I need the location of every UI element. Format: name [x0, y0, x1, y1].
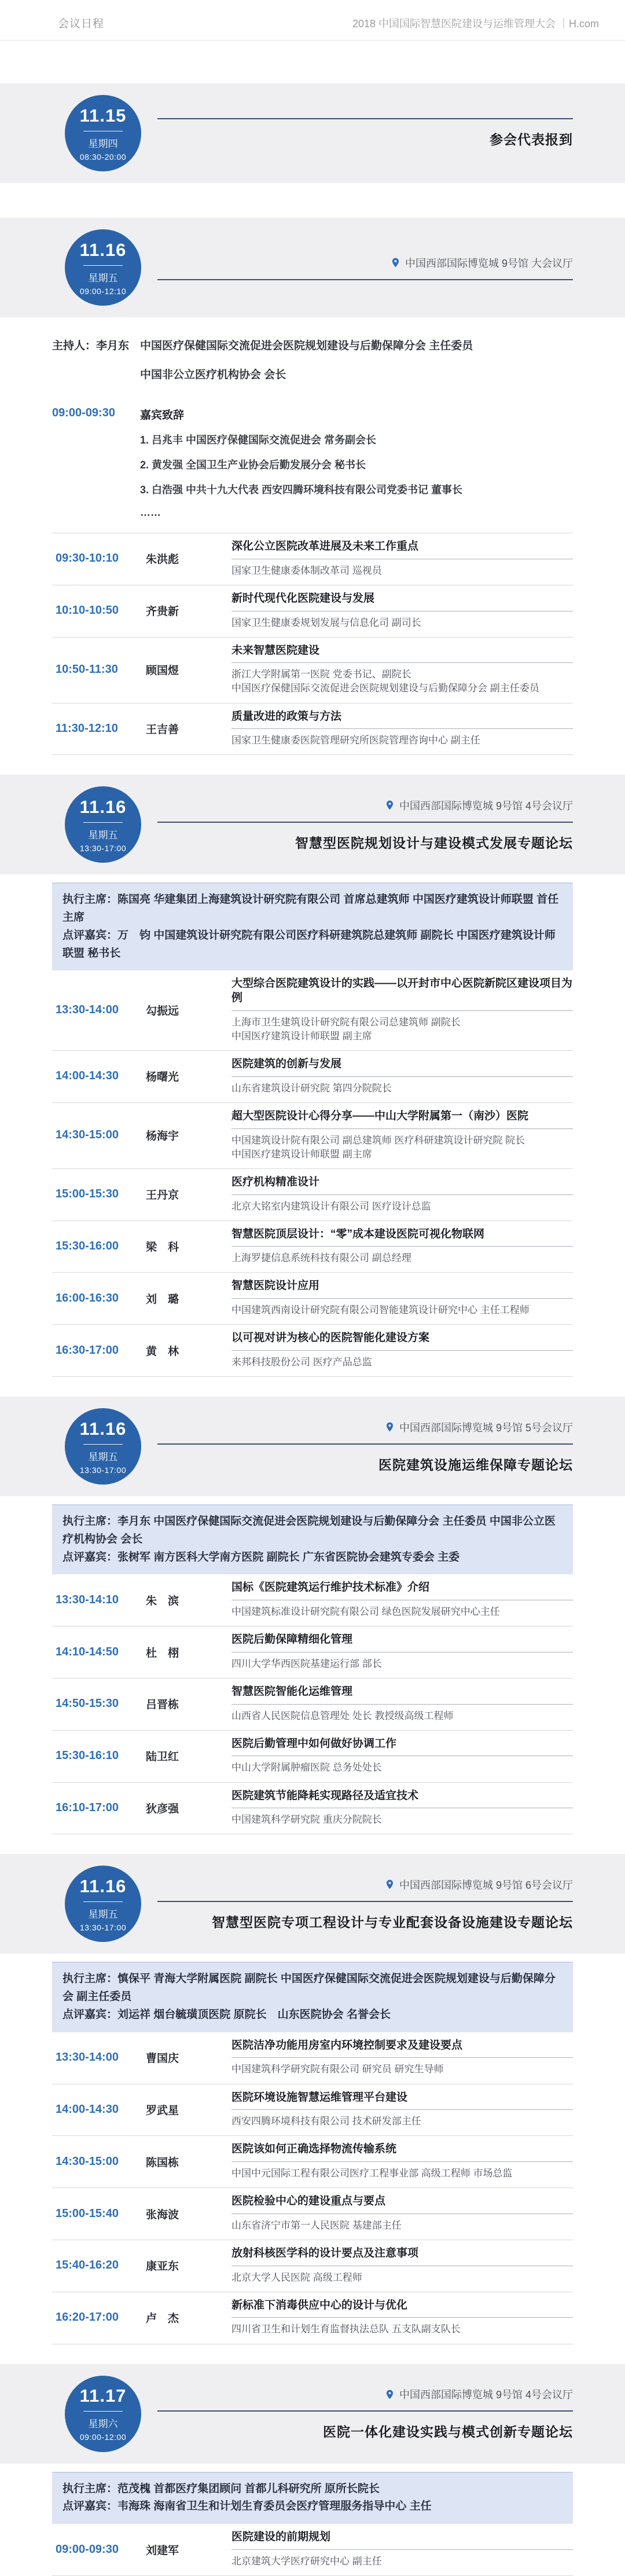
exec-chair-label: 执行主席：: [62, 1515, 118, 1528]
talk-speaker: 陈国栋: [146, 2156, 179, 2169]
opening-time: 09:00-09:30: [52, 406, 115, 419]
review-guest-text: 张树军 南方医科大学南方医院 副院长 广东省医院协会建筑专委会 主委: [117, 1551, 460, 1563]
review-guest-text: 韦海珠 海南省卫生和计划生育委员会医疗管理服务指导中心 主任: [117, 2500, 432, 2513]
talk-title: 超大型医院设计心得分享——中山大学附属第一（南沙）医院: [231, 1109, 529, 1122]
exec-chair-text: 慎保平 青海大学附属医院 副院长 中国医疗保健国际交流促进会医院规划建设与后勤保障分会 副主任委员: [62, 1973, 556, 2003]
time-range-label: 08:30-20:00: [79, 152, 127, 162]
location-pin-icon: [384, 2389, 395, 2400]
talk-time: 14:10-14:50: [56, 1645, 119, 1658]
talk-speaker: 朱 滨: [146, 1595, 179, 1607]
talk-time: 14:50-15:30: [56, 1697, 119, 1710]
exec-chair-line: [62, 1970, 562, 2006]
talk-title: 医院后勤管理中如何做好协调工作: [231, 1737, 397, 1750]
talk-org: 上海罗捷信息系统科技有限公司 副总经理: [231, 1252, 411, 1264]
talk-row: [52, 1221, 573, 1273]
talk-org: 国家卫生健康委体制改革司 巡视员: [231, 565, 382, 576]
talk-speaker: 张海波: [146, 2208, 179, 2221]
exec-chair-line: [62, 891, 562, 927]
talk-title: 未来智慧医院建设: [231, 644, 320, 657]
talk-row: [52, 2084, 573, 2137]
talk-title: 医院环境设施智慧运维管理平台建设: [231, 2091, 408, 2104]
forum-title: 智慧型医院规划设计与建设模式发展专题论坛: [295, 835, 573, 851]
talk-speaker: 吕晋栋: [146, 1699, 179, 1712]
date-label: 11.16: [79, 796, 127, 817]
talk-time: 14:00-14:30: [56, 2102, 119, 2116]
opening-ceremony: [0, 395, 625, 533]
date-badge: [65, 786, 141, 863]
title-divider: [231, 1010, 573, 1011]
title-divider: [231, 1246, 573, 1247]
talk-speaker: 陆卫红: [146, 1751, 179, 1764]
exec-chair-line: [62, 1513, 562, 1549]
talk-org: 来邦科技股份公司 医疗产品总监: [231, 1356, 372, 1368]
talk-org: 山东省济宁市第一人民医院 基建部主任: [231, 2219, 402, 2231]
talk-row: [52, 1679, 573, 1731]
date-label: 11.15: [79, 105, 127, 126]
review-guest-line: [62, 2498, 562, 2516]
talk-speaker: 梁 科: [146, 1241, 179, 1254]
talk-speaker: 勾振远: [146, 1005, 179, 1018]
talk-title: 智慧医院智能化运维管理: [231, 1685, 353, 1698]
exec-chair-text: 范茂槐 首都医疗集团顾问 首都儿科研究所 原所长院长: [117, 2482, 380, 2495]
talk-row: [52, 1103, 573, 1169]
venue-label: 中国西部国际博览城 9号馆 4号会议厅: [399, 2389, 573, 2401]
chairs-box: [52, 882, 573, 970]
date-label: 11.16: [79, 1418, 127, 1439]
talk-row: [52, 1325, 573, 1377]
talk-org: 中国建筑设计院有限公司 副总建筑师 医疗科研建筑设计研究院 院长: [231, 1134, 525, 1146]
talk-title: 医院洁净功能用房室内环境控制要求及建设要点: [231, 2039, 463, 2051]
talk-speaker: 杨曙光: [146, 1071, 179, 1084]
exec-chair-line: [62, 2480, 562, 2498]
time-range-label: 13:30-17:00: [79, 843, 127, 853]
location-pin-icon: [390, 257, 401, 268]
talk-org: 中国建筑标准设计研究院有限公司 绿色医院发展研究中心主任: [231, 1606, 500, 1618]
talk-time: 13:30-14:10: [56, 1593, 119, 1606]
talk-row: [52, 1574, 573, 1626]
talk-speaker: 王丹京: [146, 1189, 179, 1202]
talk-time: 16:30-17:00: [56, 1343, 119, 1357]
forum-talk-list: [52, 2032, 573, 2344]
title-divider: [231, 662, 573, 663]
host-title: 中国医疗保健国际交流促进会医院规划建设与后勤保障分会 主任委员: [140, 340, 473, 352]
talk-time: 10:10-10:50: [56, 604, 119, 617]
talk-speaker: 卢 杰: [146, 2313, 179, 2325]
talk-org: 中国医疗建筑设计师联盟 副主席: [231, 1148, 372, 1160]
talk-title: 医院建筑节能降耗实现路径及适宜技术: [231, 1789, 419, 1802]
review-guest-line: [62, 927, 562, 963]
banner-line: [157, 1901, 573, 1902]
title-divider: [231, 1350, 573, 1351]
title-divider: [231, 1128, 573, 1129]
opening-guest: 2. 黄发强 全国卫生产业协会后勤发展分会 秘书长: [140, 459, 366, 471]
talk-org: 浙江大学附属第一医院 党委书记、副院长: [231, 669, 411, 680]
talk-time: 14:30-15:00: [56, 2154, 119, 2168]
forum-section-1117: [0, 2472, 625, 2576]
time-range-label: 09:00-12:10: [79, 286, 127, 296]
talk-time: 15:00-15:30: [56, 1188, 119, 1201]
weekday-label: 星期五: [88, 1451, 118, 1463]
banner-line: [157, 279, 573, 280]
time-range-label: 13:30-17:00: [79, 1922, 127, 1932]
review-guest-text: 万 钧 中国建筑设计研究院有限公司医疗科研建筑院总建筑师 副院长 中国医疗建筑设计师联盟 秘书长: [62, 929, 556, 959]
forum-title: 医院一体化建设实践与模式创新专题论坛: [323, 2424, 573, 2440]
talk-title: 智慧医院顶层设计：“零”成本建设医院可视化物联网: [231, 1227, 485, 1240]
weekday-label: 星期五: [88, 272, 118, 284]
talk-org: 中山大学附属肿瘤医院 总务处处长: [231, 1762, 382, 1773]
talk-row: [52, 533, 573, 585]
date-label: 11.16: [79, 1875, 127, 1896]
talk-row: [52, 1783, 573, 1835]
talk-row: [52, 2032, 573, 2084]
title-divider: [231, 2161, 573, 2162]
talk-org: 中国建筑科学研究院有限公司 研究员 研究生导师: [231, 2064, 444, 2075]
exec-chair-text: 陈国亮 华建集团上海建筑设计研究院有限公司 首席总建筑师 中国医疗建筑设计师联盟 首任主席: [62, 893, 559, 924]
location-pin-icon: [384, 800, 395, 811]
talk-speaker: 刘建军: [146, 2544, 179, 2557]
talk-title: 医院检验中心的建设重点与要点: [231, 2195, 386, 2208]
chairs-box: [52, 2472, 573, 2524]
talk-speaker: 曹国庆: [146, 2053, 179, 2065]
talk-org: 中国建筑科学研究院 重庆分院院长: [231, 1814, 382, 1826]
talk-speaker: 黄 林: [146, 1345, 179, 1358]
talk-time: 16:20-17:00: [56, 2311, 119, 2324]
day-banner-1116-hall5: [0, 1397, 625, 1496]
venue-row: [384, 798, 573, 813]
venue-label: 中国西部国际博览城 9号馆 6号会议厅: [399, 1879, 573, 1891]
title-divider: [231, 2549, 573, 2550]
page-header: [0, 0, 625, 41]
banner-line: [157, 2410, 573, 2412]
talk-title: 医院建筑的创新与发展: [231, 1058, 342, 1071]
talk-row: [52, 1273, 573, 1325]
talk-row: [52, 703, 573, 756]
talk-org: 中国建筑西南设计研究院有限公司智能建筑设计研究中心 主任工程师: [231, 1305, 530, 1316]
forum-section-hall5: [0, 1504, 625, 1834]
talk-org: 中国中元国际工程有限公司医疗工程事业部 高级工程师 市场总监: [231, 2168, 513, 2179]
talk-title: 以可视对讲为核心的医院智能化建设方案: [231, 1332, 430, 1344]
talk-title: 医院后勤保障精细化管理: [231, 1633, 353, 1646]
time-range-label: 09:00-12:00: [79, 2432, 127, 2442]
venue-row: [384, 1877, 573, 1892]
exec-chair-label: 执行主席：: [62, 2482, 118, 2495]
review-guest-label: 点评嘉宾：: [62, 2500, 118, 2513]
date-badge: [65, 2376, 141, 2452]
talk-org: 北京建筑大学医疗研究中心 副主任: [231, 2555, 382, 2567]
chairs-box: [52, 1962, 573, 2032]
talk-row: [52, 585, 573, 637]
host-row: [0, 317, 625, 395]
day-banner-1116-am: [0, 218, 625, 317]
talk-time: 14:00-14:30: [56, 1069, 119, 1083]
day-banner-1116-hall6: [0, 1854, 625, 1954]
day-banner-1115: [0, 83, 625, 183]
talk-time: 13:30-14:00: [56, 1003, 119, 1017]
talk-row: [52, 2188, 573, 2240]
talk-row: [52, 1626, 573, 1679]
talk-row: [52, 970, 573, 1051]
review-guest-line: [62, 2006, 562, 2024]
badge-divider: [83, 1444, 123, 1445]
talk-title: 大型综合医院建筑设计的实践——以开封市中心医院新院区建设项目为例: [231, 977, 573, 1005]
title-divider: [231, 1298, 573, 1299]
forum-talk-list: [52, 970, 573, 1377]
exec-chair-label: 执行主席：: [62, 893, 118, 906]
exec-chair-text: 李月东 中国医疗保健国际交流促进会医院规划建设与后勤保障分会 主任委员 中国非公立医疗机构协会 会长: [62, 1515, 556, 1545]
title-divider: [231, 2317, 573, 2318]
day-banner-1116-hall4: [0, 775, 625, 874]
talk-row: [52, 1051, 573, 1103]
review-guest-label: 点评嘉宾：: [62, 2008, 118, 2021]
plenary-section: [0, 317, 625, 755]
date-badge: [65, 1866, 141, 1942]
day-banner-1117: [0, 2364, 625, 2464]
review-guest-text: 刘运祥 烟台毓璜顶医院 原院长 山东医院协会 名誉会长: [117, 2008, 391, 2021]
review-guest-label: 点评嘉宾：: [62, 929, 118, 941]
weekday-label: 星期四: [88, 138, 118, 149]
talk-org: 北京大铭室内建筑设计有限公司 医疗设计总监: [231, 1200, 431, 1212]
talk-org: 西安四腾环境科技有限公司 技术研发部主任: [231, 2116, 421, 2127]
talk-title: 放射科核医学科的设计要点及注意事项: [231, 2247, 419, 2259]
talk-org: 四川省卫生和计划生育监督执法总队 五支队副支队长: [231, 2324, 461, 2335]
talk-speaker: 齐贵新: [146, 606, 179, 618]
talk-row: [52, 2136, 573, 2188]
day-event-title: 参会代表报到: [490, 132, 573, 147]
weekday-label: 星期五: [88, 829, 118, 841]
talk-title: 国标《医院建筑运行维护技术标准》介绍: [231, 1581, 430, 1594]
opening-guest: 3. 白浩强 中共十九大代表 西安四腾环境科技有限公司党委书记 董事长: [140, 484, 463, 496]
banner-line: [157, 1443, 573, 1445]
forum-section-hall4: [0, 882, 625, 1377]
talk-title: 质量改进的政策与方法: [231, 710, 342, 723]
date-badge: [65, 95, 141, 171]
talk-row: [52, 1731, 573, 1783]
talk-time: 11:30-12:10: [56, 721, 118, 735]
venue-row: [384, 2387, 573, 2402]
date-label: 11.17: [79, 2386, 127, 2406]
talk-time: 15:30-16:00: [56, 1240, 119, 1253]
badge-divider: [83, 2411, 123, 2412]
talk-time: 14:30-15:00: [56, 1128, 119, 1142]
talk-speaker: 康亚东: [146, 2260, 179, 2273]
badge-divider: [83, 265, 123, 266]
title-divider: [231, 2109, 573, 2110]
venue-label: 中国西部国际博览城 9号馆 4号会议厅: [399, 800, 573, 812]
date-badge: [65, 1408, 141, 1485]
forum-title: 医院建筑设施运维保障专题论坛: [378, 1457, 573, 1472]
talk-speaker: 罗武星: [146, 2104, 179, 2117]
talk-org: 国家卫生健康委医院管理研究所医院管理咨询中心 副主任: [231, 735, 480, 746]
opening-title: 嘉宾致辞: [140, 409, 185, 422]
talk-row: [52, 2292, 573, 2344]
talk-speaker: 刘 璐: [146, 1293, 179, 1306]
talk-time: 13:30-14:00: [56, 2051, 119, 2064]
talk-title: 医疗机构精准设计: [231, 1175, 320, 1188]
talk-row: [52, 2524, 573, 2576]
forum-talk-list: [52, 1574, 573, 1834]
talk-title: 医院该如何正确选择物流传输系统: [231, 2143, 397, 2156]
talk-speaker: 朱洪彪: [146, 554, 179, 566]
opening-guest-ellipsis: ……: [140, 507, 161, 518]
talk-row: [52, 1169, 573, 1221]
location-pin-icon: [384, 1421, 395, 1432]
venue-label: 中国西部国际博览城 9号馆 5号会议厅: [399, 1421, 573, 1434]
title-divider: [231, 1194, 573, 1195]
talk-time: 15:00-15:40: [56, 2207, 119, 2220]
forum-title: 智慧型医院专项工程设计与专业配套设备设施建设专题论坛: [212, 1914, 573, 1930]
venue-row: [384, 1420, 573, 1435]
title-divider: [231, 1076, 573, 1077]
talk-title: 新标准下消毒供应中心的设计与优化: [231, 2299, 408, 2311]
talk-speaker: 狄彦强: [146, 1803, 179, 1816]
talk-title: 深化公立医院改革进展及未来工作重点: [231, 540, 419, 552]
opening-guest: 1. 吕兆丰 中国医疗保健国际交流促进会 常务副会长: [140, 434, 377, 446]
talk-org: 中国医疗建筑设计师联盟 副主席: [231, 1030, 372, 1042]
talk-org: 上海市卫生建筑设计研究院有限公司总建筑师 副院长: [231, 1016, 461, 1028]
talk-title: 新时代现代化医院建设与发展: [231, 592, 375, 604]
time-range-label: 13:30-17:00: [79, 1465, 127, 1475]
host-title: 中国非公立医疗机构协会 会长: [140, 369, 286, 381]
weekday-label: 星期六: [88, 2419, 118, 2430]
talk-speaker: 顾国煜: [146, 665, 179, 677]
badge-divider: [83, 1901, 123, 1902]
talk-speaker: 杜 栩: [146, 1647, 179, 1659]
conference-title: 2018 中国国际智慧医院建设与运维管理大会 ｜H.com: [352, 18, 599, 30]
talk-row: [52, 637, 573, 703]
talk-org: 中国医疗保健国际交流促进会医院规划建设与后勤保障分会 副主任委员: [231, 683, 539, 694]
review-guest-line: [62, 1549, 562, 1567]
talk-time: 10:50-11:30: [56, 663, 118, 676]
talk-time: 15:30-16:10: [56, 1749, 119, 1762]
talk-time: 09:00-09:30: [56, 2542, 119, 2556]
talk-org: 山西省人民医院信息管理处 处长 教授级高级工程师: [231, 1710, 454, 1721]
plenary-talk-list: [52, 533, 573, 755]
talk-speaker: 杨海宇: [146, 1130, 179, 1143]
banner-line: [157, 118, 573, 119]
date-badge: [65, 229, 141, 306]
talk-org: 国家卫生健康委规划发展与信息化司 副司长: [231, 617, 421, 628]
page-title: 会议日程: [58, 18, 105, 30]
exec-chair-label: 执行主席：: [62, 1973, 118, 1985]
talk-time: 09:30-10:10: [56, 552, 119, 565]
talk-time: 15:40-16:20: [56, 2259, 119, 2272]
forum-section-hall6: [0, 1962, 625, 2344]
forum-talk-list: [52, 2524, 573, 2576]
title-divider: [231, 2057, 573, 2058]
chairs-box: [52, 1504, 573, 1574]
title-divider: [231, 728, 573, 729]
weekday-label: 星期五: [88, 1908, 118, 1920]
badge-divider: [83, 822, 123, 823]
talk-org: 山东省建筑设计研究院 第四分院院长: [231, 1082, 392, 1094]
talk-title: 智慧医院设计应用: [231, 1280, 320, 1292]
host-label: 主持人：李月东: [52, 340, 130, 352]
review-guest-label: 点评嘉宾：: [62, 1551, 118, 1563]
talk-row: [52, 2240, 573, 2292]
venue-label: 中国西部国际博览城 9号馆 大会议厅: [405, 257, 573, 269]
banner-line: [157, 822, 573, 823]
date-label: 11.16: [79, 239, 127, 260]
location-pin-icon: [384, 1879, 395, 1890]
talk-speaker: 王吉善: [146, 723, 179, 736]
talk-org: 北京大学人民医院 高级工程师: [231, 2271, 362, 2283]
talk-org: 四川大学华西医院基建运行部 部长: [231, 1658, 382, 1669]
venue-row: [390, 255, 573, 270]
talk-time: 16:10-17:00: [56, 1801, 119, 1815]
talk-title: 医院建设的前期规划: [231, 2531, 331, 2544]
talk-time: 16:00-16:30: [56, 1291, 119, 1305]
title-divider: [231, 1704, 573, 1705]
